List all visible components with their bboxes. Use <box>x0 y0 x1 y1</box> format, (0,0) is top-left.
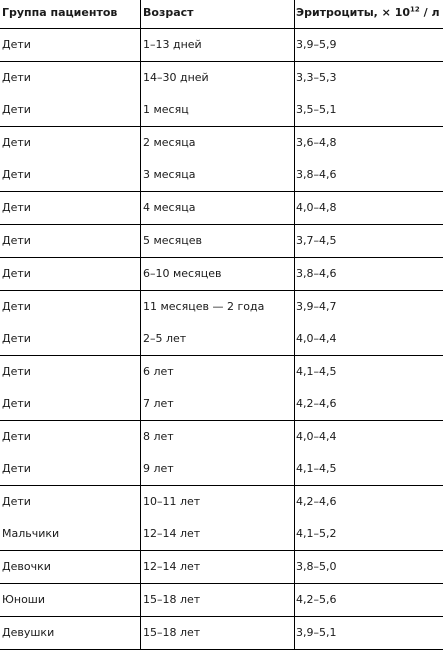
cell-group: Дети <box>2 103 31 116</box>
cell-rbc: 4,1–4,5 <box>296 365 337 378</box>
cell-rbc: 4,1–5,2 <box>296 527 337 540</box>
cell-group: Дети <box>2 495 31 508</box>
cell-rbc: 3,5–5,1 <box>296 103 337 116</box>
cell-age: 1–13 дней <box>143 38 202 51</box>
cell-age: 15–18 лет <box>143 626 201 639</box>
table-row <box>0 421 443 453</box>
cell-group: Дети <box>2 462 31 475</box>
cell-rbc: 3,8–4,6 <box>296 267 337 280</box>
table-row <box>0 192 443 224</box>
cell-group: Девушки <box>2 626 55 639</box>
cell-age: 12–14 лет <box>143 560 201 573</box>
header-group: Группа пациентов <box>2 6 118 19</box>
cell-age: 3 месяца <box>143 168 196 181</box>
row-group <box>0 421 443 486</box>
cell-rbc: 3,6–4,8 <box>296 136 337 149</box>
table-row <box>0 291 443 323</box>
row-group <box>0 291 443 356</box>
cell-age: 11 месяцев — 2 года <box>143 300 265 313</box>
row-group <box>0 551 443 584</box>
cell-rbc: 4,2–4,6 <box>296 495 337 508</box>
table-row <box>0 617 443 649</box>
header-age: Возраст <box>143 6 194 19</box>
cell-group: Мальчики <box>2 527 60 540</box>
cell-rbc: 3,9–5,1 <box>296 626 337 639</box>
cell-age: 6–10 месяцев <box>143 267 222 280</box>
cell-rbc: 4,0–4,4 <box>296 332 337 345</box>
table-row <box>0 159 443 191</box>
cell-age: 7 лет <box>143 397 174 410</box>
table-row <box>0 356 443 388</box>
table-row <box>0 225 443 257</box>
table-row <box>0 551 443 583</box>
header-rbc-suffix: / л <box>419 6 440 19</box>
table-body <box>0 29 443 650</box>
table-row <box>0 258 443 290</box>
cell-rbc: 4,2–5,6 <box>296 593 337 606</box>
row-group <box>0 486 443 551</box>
row-group <box>0 617 443 650</box>
row-group <box>0 192 443 225</box>
cell-age: 1 месяц <box>143 103 189 116</box>
cell-rbc: 3,7–4,5 <box>296 234 337 247</box>
cell-group: Дети <box>2 397 31 410</box>
row-group <box>0 29 443 62</box>
cell-rbc: 3,9–5,9 <box>296 38 337 51</box>
row-group <box>0 62 443 127</box>
table-row <box>0 62 443 94</box>
cell-age: 10–11 лет <box>143 495 201 508</box>
cell-rbc: 3,8–4,6 <box>296 168 337 181</box>
cell-age: 6 лет <box>143 365 174 378</box>
cell-group: Дети <box>2 234 31 247</box>
cell-rbc: 4,0–4,4 <box>296 430 337 443</box>
table-row <box>0 584 443 616</box>
cell-group: Юноши <box>2 593 46 606</box>
header-rbc-prefix: Эритроциты, × 10 <box>296 6 411 19</box>
cell-rbc: 3,8–5,0 <box>296 560 337 573</box>
header-rbc-exponent: 12 <box>410 5 420 14</box>
cell-group: Девочки <box>2 560 51 573</box>
table-row <box>0 388 443 420</box>
table-row <box>0 127 443 159</box>
cell-group: Дети <box>2 38 31 51</box>
cell-group: Дети <box>2 332 31 345</box>
cell-age: 12–14 лет <box>143 527 201 540</box>
cell-age: 4 месяца <box>143 201 196 214</box>
row-group <box>0 258 443 291</box>
cell-rbc: 3,9–4,7 <box>296 300 337 313</box>
table-row <box>0 486 443 518</box>
cell-age: 15–18 лет <box>143 593 201 606</box>
cell-age: 14–30 дней <box>143 71 209 84</box>
cell-group: Дети <box>2 201 31 214</box>
cell-group: Дети <box>2 300 31 313</box>
cell-rbc: 4,0–4,8 <box>296 201 337 214</box>
row-group <box>0 584 443 617</box>
column-divider <box>140 0 141 28</box>
table-row <box>0 518 443 550</box>
cell-age: 8 лет <box>143 430 174 443</box>
table-row <box>0 323 443 355</box>
table-row <box>0 94 443 126</box>
row-group <box>0 225 443 258</box>
cell-age: 2–5 лет <box>143 332 187 345</box>
cell-rbc: 4,2–4,6 <box>296 397 337 410</box>
table-row <box>0 29 443 61</box>
cell-group: Дети <box>2 430 31 443</box>
column-divider <box>294 0 295 28</box>
table-row <box>0 453 443 485</box>
row-group <box>0 127 443 192</box>
cell-group: Дети <box>2 71 31 84</box>
cell-age: 5 месяцев <box>143 234 202 247</box>
cell-group: Дети <box>2 136 31 149</box>
cell-age: 9 лет <box>143 462 174 475</box>
cell-group: Дети <box>2 267 31 280</box>
row-group <box>0 356 443 421</box>
header-rbc <box>296 6 440 19</box>
cell-rbc: 4,1–4,5 <box>296 462 337 475</box>
cell-age: 2 месяца <box>143 136 196 149</box>
cell-group: Дети <box>2 168 31 181</box>
cell-rbc: 3,3–5,3 <box>296 71 337 84</box>
table-header <box>0 0 443 29</box>
cell-group: Дети <box>2 365 31 378</box>
